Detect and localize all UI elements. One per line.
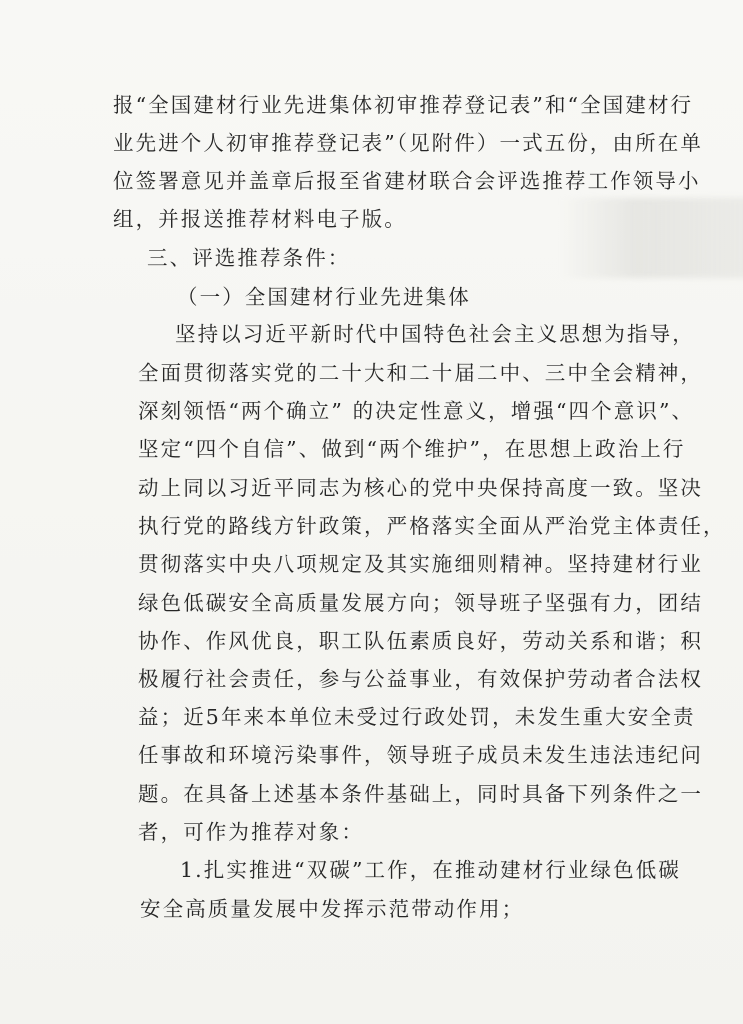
conditions-line-13: 题。在具备上述基本条件基础上，同时具备下列条件之一: [138, 782, 703, 806]
intro-line-3: 位签署意见并盖章后报至省建材联合会评选推荐工作领导小: [113, 169, 701, 193]
conditions-line-7: 贯彻落实中央八项规定及其实施细则精神。坚持建材行业: [138, 552, 703, 576]
conditions-line-12: 任事故和环境污染事件，领导班子成员未发生违法违纪问: [138, 743, 703, 767]
conditions-line-6: 执行党的路线方针政策，严格落实全面从严治党主体责任，: [138, 514, 726, 538]
subsection-heading-1: （一）全国建材行业先进集体: [177, 285, 471, 309]
conditions-line-5: 动上同以习近平同志为核心的党中央保持高度一致。坚决: [138, 476, 703, 500]
conditions-line-2: 全面贯彻落实党的二十大和二十届二中、三中全会精神，: [138, 361, 703, 385]
intro-line-4: 组，并报送推荐材料电子版。: [113, 207, 407, 231]
conditions-line-14: 者，可作为推荐对象：: [138, 820, 364, 844]
conditions-line-8: 绿色低碳安全高质量发展方向；领导班子坚强有力，团结: [138, 591, 703, 615]
conditions-line-11: 益；近5年来本单位未受过行政处罚，未发生重大安全责: [138, 705, 696, 729]
conditions-line-10: 极履行社会责任，参与公益事业，有效保护劳动者合法权: [138, 667, 703, 691]
bleed-through-mark: [560, 198, 743, 278]
conditions-line-4: 坚定“四个自信”、做到“两个维护”，在思想上政治上行: [138, 437, 686, 461]
conditions-line-9: 协作、作风优良，职工队伍素质良好，劳动关系和谐；积: [138, 629, 703, 653]
item-1-line-1: 1.扎实推进“双碳”工作，在推动建材行业绿色低碳: [180, 858, 681, 882]
conditions-line-3: 深刻领悟“两个确立” 的决定性意义，增强“四个意识”、: [138, 399, 695, 423]
conditions-line-1: 坚持以习近平新时代中国特色社会主义思想为指导，: [175, 322, 695, 346]
section-heading-3: 三、评选推荐条件：: [147, 246, 351, 270]
item-1-line-2: 安全高质量发展中发挥示范带动作用；: [140, 897, 525, 921]
intro-line-2: 业先进个人初审推荐登记表”（见附件）一式五份，由所在单: [113, 131, 703, 155]
intro-line-1: 报“全国建材行业先进集体初审推荐登记表”和“全国建材行: [113, 93, 694, 117]
